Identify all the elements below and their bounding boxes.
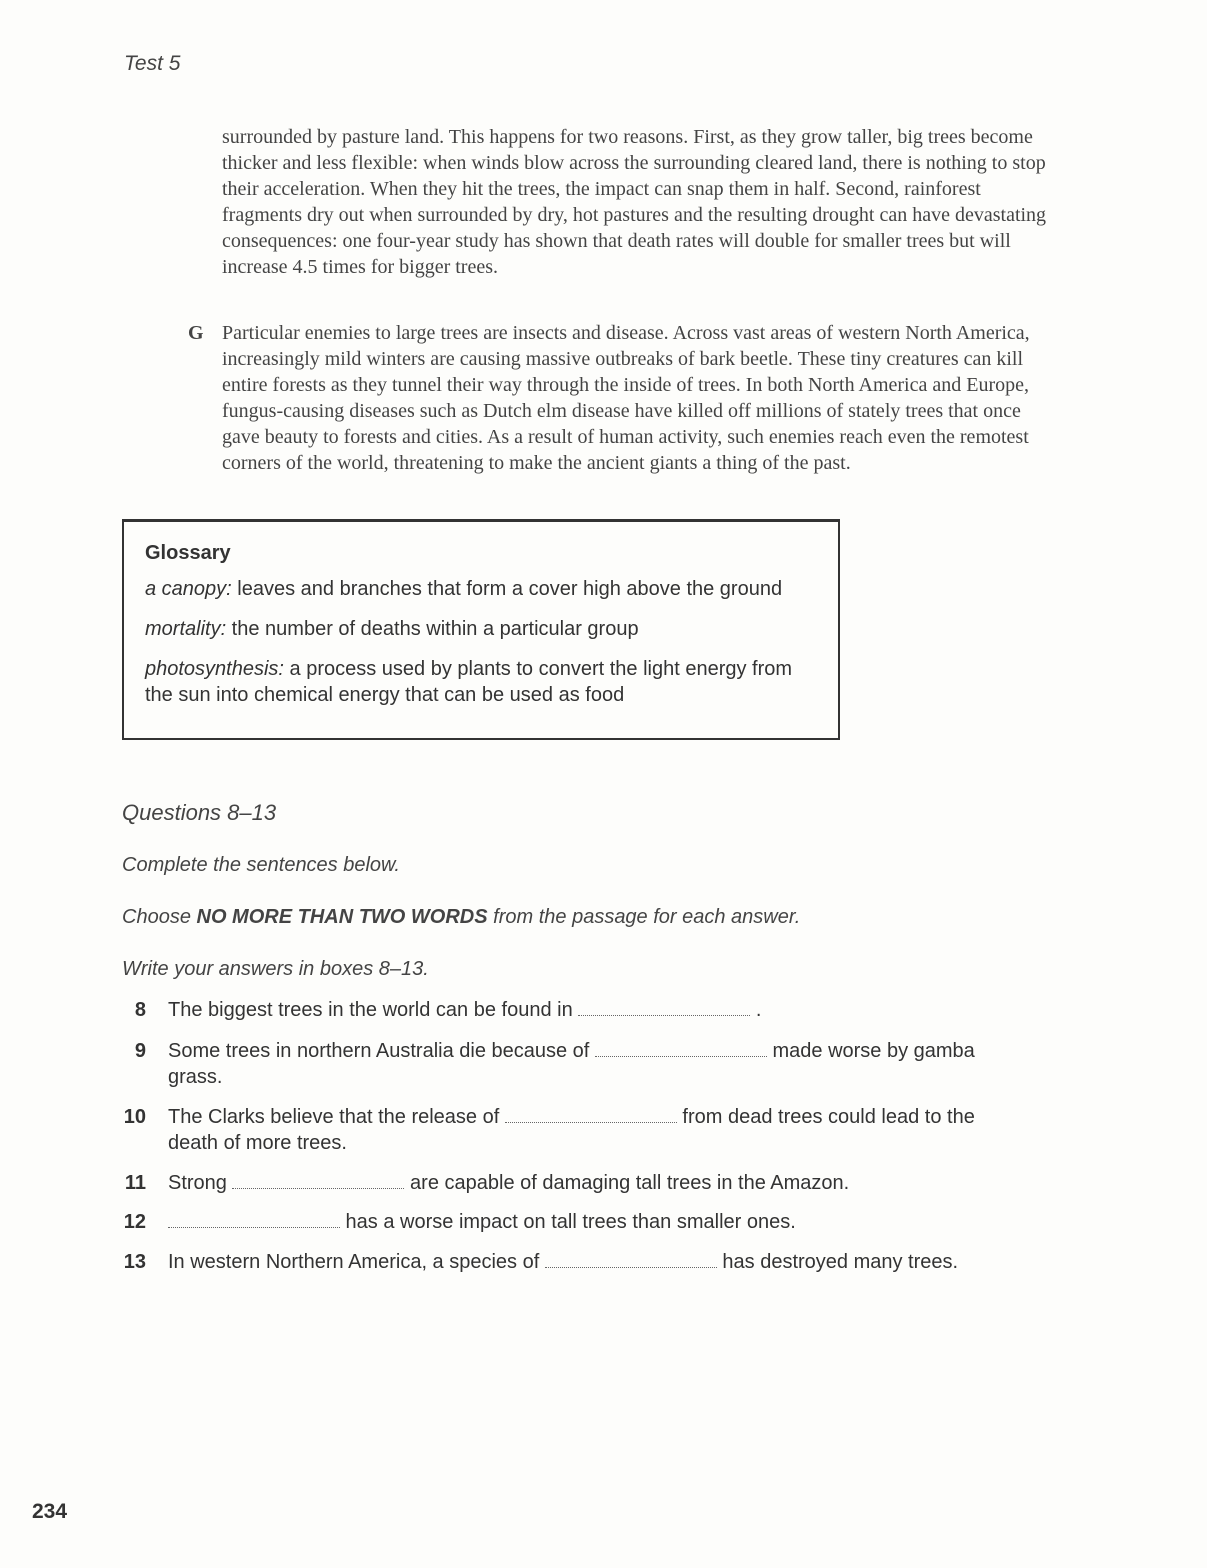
answer-blank[interactable] (168, 1209, 340, 1228)
question-9: 9 Some trees in northern Australia die because of made worse by gamba grass. (134, 1040, 975, 1088)
glossary-definition: the number of deaths within a particular group (226, 618, 639, 640)
question-13: 13 In western Northern America, a species of has destroyed many trees. (123, 1251, 959, 1273)
instruction-complete: Complete the sentences below. (122, 854, 400, 876)
questions-heading: Questions 8–13 (122, 800, 277, 825)
glossary-item (145, 656, 817, 708)
glossary-item (145, 616, 817, 642)
question-11: 11 Strong are capable of damaging tall trees in the Amazon. (124, 1172, 850, 1194)
instruction-answer-boxes: Write your answers in boxes 8–13. (122, 958, 429, 980)
glossary-item (145, 576, 817, 602)
question-10: 10 The Clarks believe that the release of from dead trees could lead to the death of more trees. (123, 1106, 975, 1154)
running-header: Test 5 (124, 52, 181, 75)
glossary-definition: a process used by plants to convert the light energy from the sun into chemical energy that can be used as food (145, 658, 793, 706)
glossary-definition: leaves and branches that form a cover high above the ground (231, 578, 783, 600)
glossary-term: mortality: (145, 618, 227, 640)
glossary-term: a canopy: (145, 578, 232, 600)
page-number: 234 (32, 1500, 68, 1523)
answer-blank[interactable] (595, 1038, 767, 1057)
paragraph-letter-g: G (188, 322, 204, 344)
glossary-term: photosynthesis: (145, 658, 284, 680)
glossary-box (122, 519, 840, 740)
answer-blank[interactable] (232, 1170, 404, 1189)
answer-blank[interactable] (545, 1249, 717, 1268)
answer-blank[interactable] (505, 1104, 677, 1123)
question-8: 8 The biggest trees in the world can be found in . (134, 999, 762, 1021)
question-12: 12 has a worse impact on tall trees than smaller ones. (123, 1211, 796, 1233)
paragraph-g: Particular enemies to large trees are insects and disease. Across vast areas of western North America, increasingly mild winters are causing massive outbreaks of bark beetle. These tiny creatures can kill entire forests as they tunnel their way through the inside of trees. In both North America and Europe, fungus-causing diseases such as Dutch elm disease have killed off millions of stately trees that once gave beauty to forests and cities. As a result of human activity, such enemies reach even the remotest corners of the world, threatening to make the ancient giants a thing of the past. (222, 322, 1030, 474)
answer-blank[interactable] (578, 997, 750, 1016)
glossary-title: Glossary (145, 542, 231, 564)
instruction-word-limit: Choose NO MORE THAN TWO WORDS from the passage for each answer. (122, 906, 801, 928)
paragraph-f-continued: surrounded by pasture land. This happens for two reasons. First, as they grow taller, big trees become thicker and less flexible: when winds blow across the surrounding cleared land, there is nothing to stop their acceleration. When they hit the trees, the impact can snap them in half. Second, rainforest fragments dry out when surrounded by dry, hot pastures and the resulting drought can have devastating consequences: one four-year study has shown that death rates will double for smaller trees but will increase 4.5 times for bigger trees. (222, 126, 1047, 278)
